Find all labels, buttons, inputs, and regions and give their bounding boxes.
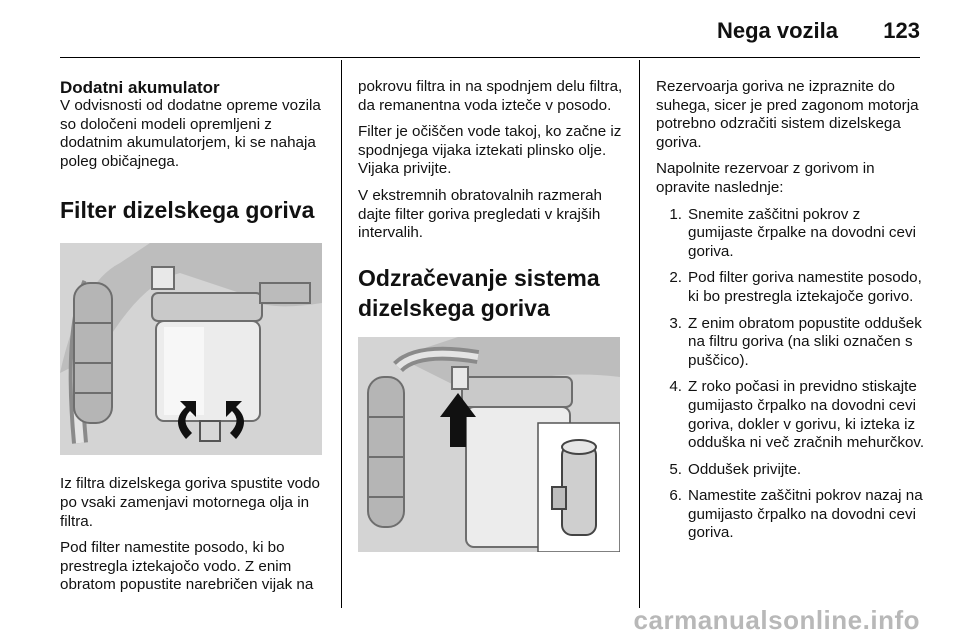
bleeding-steps-list [656,206,926,544]
list-item [656,461,926,480]
step-text: Pod filter goriva namestite posodo, ki bo prestregla iztekajoče gorivo. [688,269,922,305]
header-rule [60,57,920,58]
list-item [656,206,926,262]
page-number: 123 [883,18,920,43]
column-divider-1 [341,60,342,608]
list-item [656,269,926,306]
column-divider-2 [639,60,640,608]
watermark: carmanualsonline.info [633,605,920,635]
paragraph: Rezervoarja goriva ne izpraznite do suhega, sicer je pred zagonom motorja potrebno odzračiti sistem dizelskega goriva. [656,78,919,151]
paragraph: Napolnite rezervoar z gorivom in opravite naslednje: [656,160,875,196]
step-number: 6. [669,487,682,505]
paragraph: Iz filtra dizelskega goriva spustite vodo po vsaki zamenjavi motornega olja in filtra. [60,475,321,530]
list-item [656,487,926,543]
paragraph: V odvisnosti od dodatne opreme vozila so določeni modeli opremljeni z dodatnim akumulatorjem, ki se nahaja poleg običajnega. [60,97,321,170]
fuel-pump-bleeding-illustration [358,337,620,552]
step-text: Z enim obratom popustite oddušek na filtru goriva (na sliki označen s puščico). [688,314,922,369]
step-text: Snemite zaščitni pokrov z gumijaste črpalke na dovodni cevi goriva. [688,205,916,260]
paragraph: pokrovu filtra in na spodnjem delu filtra, da remanentna voda izteče v posodo. [358,78,623,114]
step-text: Oddušek privijte. [688,460,802,478]
step-number: 4. [669,378,682,396]
paragraph: Pod filter namestite posodo, ki bo prestregla iztekajočo vodo. Z enim obratom popustite narebričen vijak na [60,539,314,594]
step-number: 3. [669,314,682,332]
column-1 [60,78,330,603]
step-number: 5. [669,460,682,478]
page-header-title: Nega vozila [716,18,838,43]
section-heading-dodatni-akumulator: Dodatni akumulator [60,78,220,97]
step-text: Z roko počasi in previdno stiskajte gumijasto črpalko na dovodni cevi goriva, dokler v gorivu, ki izteka iz odduška ni več zračnih mehurčkov. [688,378,925,452]
column-3 [656,78,926,551]
column-2 [358,78,626,552]
list-item [656,378,926,452]
paragraph: Filter je očiščen vode takoj, ko začne iz spodnjega vijaka iztekati plinsko olje. Vijaka privijte. [358,123,622,178]
list-item [656,315,926,371]
section-heading-filter: Filter dizelskega goriva [60,197,315,224]
paragraph: V ekstremnih obratovalnih razmerah dajte filter goriva pregledati v krajših intervalih. [358,186,602,242]
step-number: 2. [669,269,682,287]
section-heading-odzracevanje: Odzračevanje sistema dizelskega goriva [358,264,600,321]
step-number: 1. [669,205,682,223]
step-text: Namestite zaščitni pokrov nazaj na gumijasto črpalko na dovodni cevi goriva. [688,487,923,542]
fuel-filter-illustration [60,243,322,455]
